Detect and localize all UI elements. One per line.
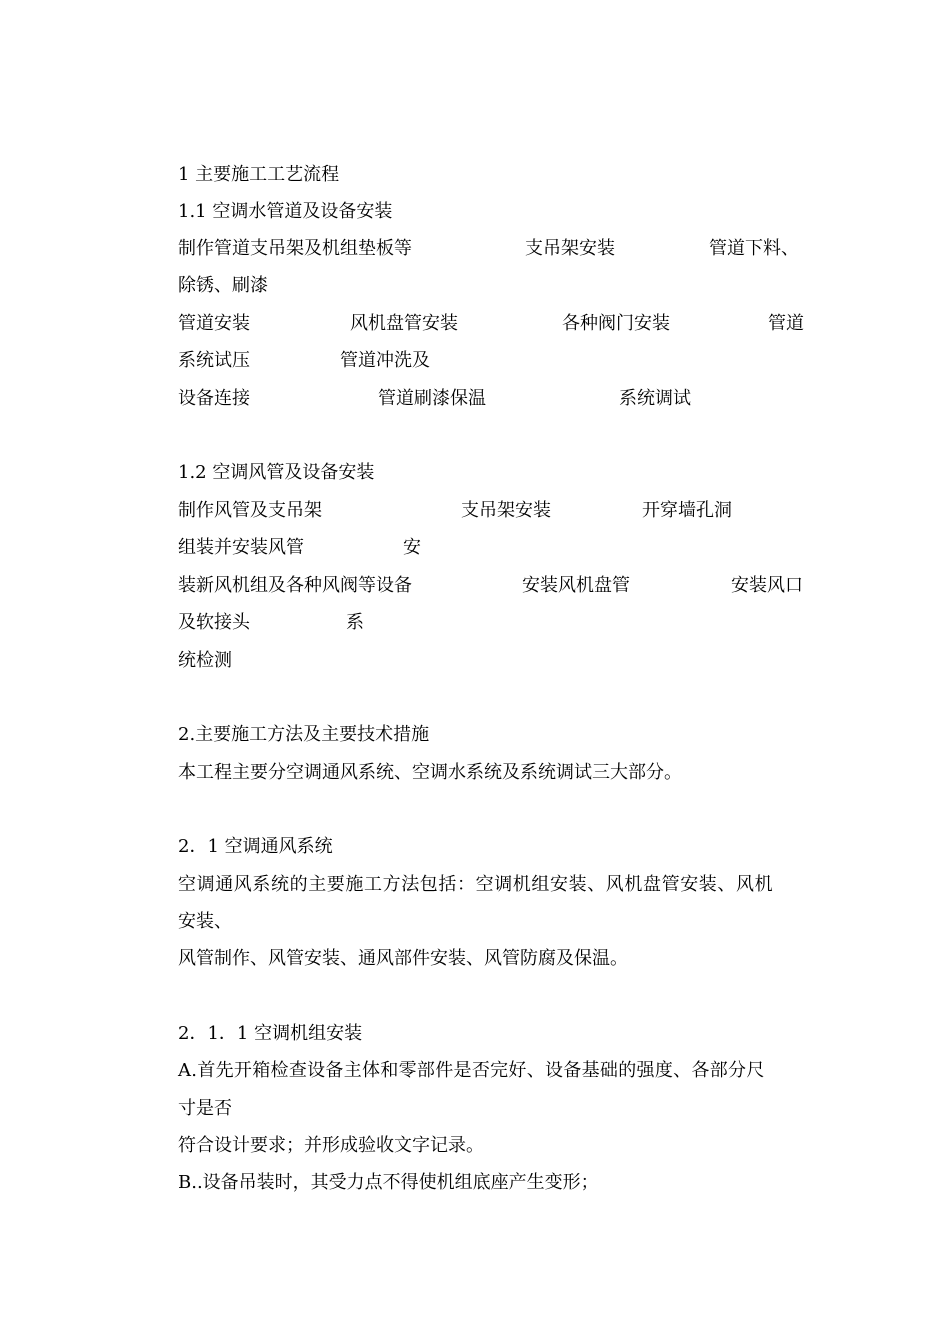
flow1-step-pipe-install: 管道安装 (178, 313, 250, 334)
flow1-step-fan-coil: 风机盘管安装 (350, 313, 458, 334)
section-heading-1: 1 主要施工工艺流程 (178, 164, 340, 185)
paragraph-2-1-line-1 (178, 872, 806, 898)
paragraph-a-line-3: 符合设计要求；并形成验收文字记录。 (178, 1135, 484, 1156)
paragraph-b: B..设备吊装时，其受力点不得使机组底座产生变形； (178, 1172, 599, 1193)
flow1-step-pipe: 管道 (768, 313, 804, 334)
flow1-line-2: 除锈、刷漆 (178, 275, 268, 296)
section-heading-2-1-1: 2．1．1 空调机组安装 (178, 1023, 363, 1044)
flow2-step-air-outlets: 安装风口 (731, 575, 803, 596)
flow2-step-fresh-air-unit: 装新风机组及各种风阀等设备 (178, 575, 412, 596)
flow2-step-system-fragment: 系 (346, 612, 364, 633)
flow2-step-soft-joints: 及软接头 (178, 612, 250, 633)
flow1-step-install-supports: 支吊架安装 (525, 238, 615, 259)
flow2-step-install-fragment: 安 (403, 537, 421, 558)
flow2-step-assemble-ducts: 组装并安装风管 (178, 537, 304, 558)
paragraph-2-1-text: 空调通风系统的主要施工方法包括：空调机组安装、风机盘管安装、风机 (178, 874, 774, 895)
flow1-step-commission: 系统调试 (619, 388, 691, 409)
section-heading-1-1: 1.1 空调水管道及设备安装 (178, 201, 393, 222)
flow2-step-fan-coil: 安装风机盘管 (522, 575, 630, 596)
paragraph-2-intro: 本工程主要分空调通风系统、空调水系统及系统调试三大部分。 (178, 762, 682, 783)
paragraph-a-text: A.首先开箱检查设备主体和零部件是否完好、设备基础的强度、各部分尺 (178, 1060, 765, 1081)
flow1-step-pressure-test: 系统试压 (178, 350, 250, 371)
flow2-step-install-supports: 支吊架安装 (461, 500, 551, 521)
flow2-step-wall-holes: 开穿墙孔洞 (642, 500, 732, 521)
paragraph-a-line-2: 寸是否 (178, 1098, 232, 1119)
paragraph-2-1-line-3: 风管制作、风管安装、通风部件安装、风管防腐及保温。 (178, 948, 628, 969)
flow2-step-make-ducts: 制作风管及支吊架 (178, 500, 322, 521)
flow1-step-cut-pipes: 管道下料、 (709, 238, 799, 259)
section-heading-2: 2.主要施工方法及主要技术措施 (178, 724, 430, 745)
section-heading-1-2: 1.2 空调风管及设备安装 (178, 462, 375, 483)
flow1-step-valves: 各种阀门安装 (562, 313, 670, 334)
flow1-step-connect: 设备连接 (178, 388, 250, 409)
paragraph-a-line-1 (178, 1058, 806, 1084)
paragraph-2-1-line-2: 安装、 (178, 911, 232, 932)
flow1-step-make-supports: 制作管道支吊架及机组垫板等 (178, 238, 412, 259)
flow1-step-paint-insulate: 管道刷漆保温 (378, 388, 486, 409)
flow2-line-5: 统检测 (178, 650, 232, 671)
section-heading-2-1: 2．1 空调通风系统 (178, 836, 333, 857)
flow1-step-flush: 管道冲洗及 (340, 350, 430, 371)
